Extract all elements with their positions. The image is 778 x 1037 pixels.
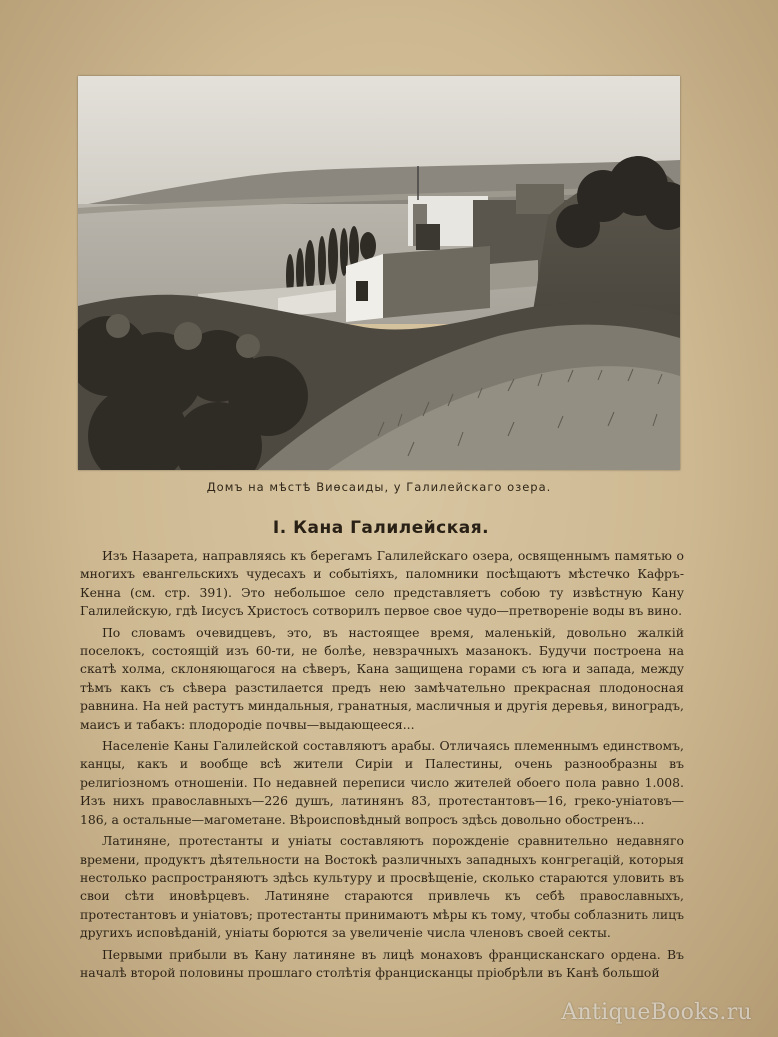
paragraph-3: Населеніе Каны Галилейской составляютъ арабы. Отличаясь племеннымъ единствомъ, канцы, какъ и вообще всѣ жители Сиріи и Палестины, очень разнообразны въ религіозномъ отношеніи. По недавней переписи число жителей обоего пола равно 1.008. Изъ нихъ православныхъ—226 душъ, латинянъ 83, протестантовъ—16, греко-уніатовъ—186, а остальные—магометане. Вѣроисповѣдный вопросъ здѣсь довольно обостренъ... [80, 738, 684, 827]
paragraph-2: По словамъ очевидцевъ, это, въ настоящее время, маленькій, довольно жалкій поселокъ, состоящій изъ 60-ти, не болѣе, невзрачныхъ мазанокъ. Будучи построена на скатѣ холма, склоняющагося на сѣверъ, Кана защищена горами съ юга и запада, между тѣмъ какъ съ сѣвера разстилается предъ нею замѣчательно прекрасная плодоносная равнина. На ней растутъ миндальныя, гранатныя, масличныя и другія деревья, виноградъ, маисъ и табакъ: плодородіе почвы—выдающееся... [80, 624, 684, 732]
photograph-illustration [78, 76, 680, 470]
paragraph-1: Изъ Назарета, направляясь къ берегамъ Галилейскаго озера, освященнымъ памятью о многихъ евангельскихъ чудесахъ и событіяхъ, паломники посѣщаютъ мѣстечко Кафръ-Кенна (см. стр. 391). Это небольшое село представляетъ собою ту извѣстную Кану Галилейскую, гдѣ Іисусъ Христосъ сотворилъ первое свое чудо—претвореніе воды въ вино. [80, 548, 684, 619]
photo-caption: Домъ на мѣстѣ Виѳсаиды, у Галилейскаго озера. [206, 480, 552, 494]
section-heading: I. Кана Галилейская. [272, 518, 490, 538]
watermark: AntiqueBooks.ru [561, 1000, 752, 1025]
paragraph-4: Латиняне, протестанты и уніаты составляютъ порожденіе сравнительно недавняго времени, продуктъ дѣятельности на Востокѣ различныхъ западныхъ конгрегацій, которыя нестолько распространяютъ здѣсь культуру и просвѣщеніе, сколько стараются уловить въ свои сѣти иновѣрцевъ. Латиняне стараются привлечь къ себѣ православныхъ, протестантовъ и уніатовъ; протестанты принимаютъ мѣры къ тому, чтобы соблазнить лицъ другихъ исповѣданій, уніаты борются за увеличеніе числа членовъ своей секты. [80, 833, 684, 941]
photograph-lake-house [78, 76, 680, 470]
paragraph-5: Первыми прибыли въ Кану латиняне въ лицѣ монаховъ францисканскаго ордена. Въ началѣ второй половины прошлаго столѣтія францисканцы пріобрѣли въ Канѣ большой [80, 946, 684, 980]
body-text [80, 547, 684, 985]
